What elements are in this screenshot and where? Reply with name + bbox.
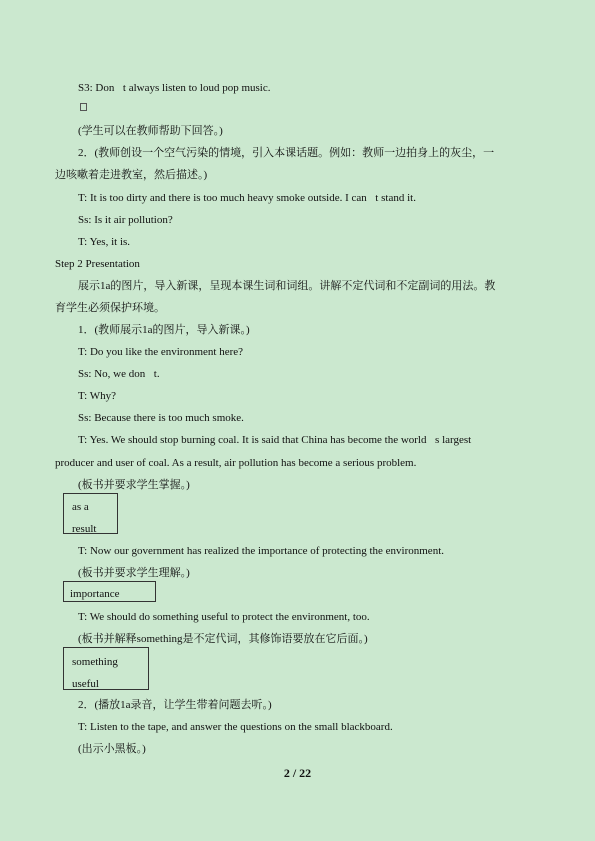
missing-glyph-box-icon: [80, 103, 87, 111]
dialogue-line: Ss: No, we don t.: [78, 368, 160, 380]
box-text: result: [72, 523, 97, 535]
dialogue-line: Ss: Because there is too much smoke.: [78, 412, 244, 424]
dialogue-line: T: Yes. We should stop burning coal. It is said that China has become the world s largest: [78, 434, 472, 446]
dialogue-line: T: Listen to the tape, and answer the questions on the small blackboard.: [78, 721, 393, 733]
blackboard-box: [63, 581, 156, 602]
dialogue-line: T: Now our government has realized the importance of protecting the environment.: [78, 545, 444, 557]
instruction-note: 1．(教师展示1a的图片，导入新课。): [78, 324, 250, 336]
instruction-note: (板书并要求学生掌握。): [78, 479, 190, 491]
paragraph-line: 展示1a的图片，导入新课，呈现本课生词和词组。讲解不定代词和不定副词的用法。教: [78, 280, 496, 292]
dialogue-line: T: It is too dirty and there is too much heavy smoke outside. I can t stand it.: [78, 192, 416, 204]
paragraph-line: 育学生必须保护环境。: [55, 302, 165, 314]
instruction-note: (板书并解释something是不定代词，其修饰语要放在它后面。): [78, 633, 368, 645]
paragraph-line: 边咳嗽着走进教室，然后描述。): [55, 169, 208, 181]
dialogue-line: Ss: Is it air pollution?: [78, 214, 173, 226]
box-text: importance: [70, 588, 120, 600]
paragraph-line: 2．(教师创设一个空气污染的情境，引入本课话题。例如：教师一边拍身上的灰尘，一: [78, 147, 495, 159]
box-text: useful: [72, 678, 99, 690]
dialogue-line: T: Why?: [78, 390, 117, 402]
dialogue-line: T: Yes, it is.: [78, 236, 131, 248]
dialogue-line: T: We should do something useful to protect the environment, too.: [78, 611, 370, 623]
box-text: something: [72, 656, 118, 668]
instruction-note: (学生可以在教师帮助下回答。): [78, 125, 223, 137]
instruction-note: (板书并要求学生理解。): [78, 567, 190, 579]
dialogue-line: S3: Don t always listen to loud pop music.: [78, 82, 271, 94]
dialogue-line: T: Do you like the environment here?: [78, 346, 244, 358]
section-heading: Step 2 Presentation: [55, 258, 140, 270]
blackboard-box: [63, 647, 149, 690]
instruction-note: 2．(播放1a录音，让学生带着问题去听。): [78, 699, 272, 711]
dialogue-line: producer and user of coal. As a result, air pollution has become a serious problem.: [55, 457, 417, 469]
instruction-note: (出示小黑板。): [78, 743, 146, 755]
page-number: 2 / 22: [283, 766, 312, 780]
box-text: as a: [72, 501, 89, 513]
blackboard-box: [63, 493, 118, 534]
